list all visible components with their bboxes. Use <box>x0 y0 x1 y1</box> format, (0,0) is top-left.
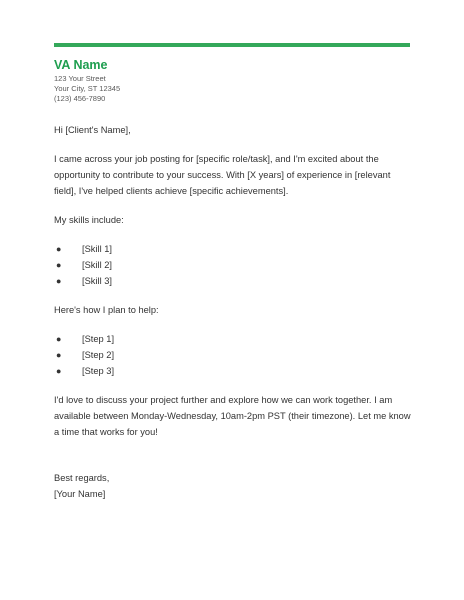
intro-paragraph: I came across your job posting for [specific role/task], and I'm excited about the opportunity to contribute to your success. With [X years] of experience in [relevant field], I've helped clients achieve [specific achievements]. <box>54 154 391 196</box>
skills-heading: My skills include: <box>54 215 124 225</box>
bullet-icon: ● <box>56 350 62 360</box>
list-item <box>54 273 414 289</box>
step-text: [Step 3] <box>82 366 115 376</box>
sender-city: Your City, ST 12345 <box>54 84 121 93</box>
sender-phone: (123) 456-7890 <box>54 94 106 103</box>
header-rule <box>54 43 410 47</box>
sender-block <box>54 58 410 104</box>
list-item <box>54 257 414 273</box>
step-text: [Step 2] <box>82 350 115 360</box>
skills-list <box>54 241 414 289</box>
sender-name: VA Name <box>54 58 108 72</box>
signoff: Best regards, <box>54 473 110 483</box>
bullet-icon: ● <box>56 276 62 286</box>
skill-text: [Skill 3] <box>82 276 112 286</box>
closing-paragraph: I'd love to discuss your project further and explore how we can work together. I am available between Monday-Wednesday, 10am-2pm PST (their timezone). Let me know a time that works for you! <box>54 395 411 437</box>
bullet-icon: ● <box>56 244 62 254</box>
greeting: Hi [Client's Name], <box>54 125 131 135</box>
list-item <box>54 347 414 363</box>
skill-text: [Skill 1] <box>82 244 112 254</box>
list-item <box>54 241 414 257</box>
list-item <box>54 363 414 379</box>
steps-list <box>54 331 414 379</box>
bullet-icon: ● <box>56 260 62 270</box>
list-item <box>54 331 414 347</box>
bullet-icon: ● <box>56 366 62 376</box>
signature: [Your Name] <box>54 489 106 499</box>
plan-heading: Here's how I plan to help: <box>54 305 159 315</box>
step-text: [Step 1] <box>82 334 115 344</box>
sender-street: 123 Your Street <box>54 74 106 83</box>
bullet-icon: ● <box>56 334 62 344</box>
skill-text: [Skill 2] <box>82 260 112 270</box>
letter-body <box>54 122 414 502</box>
